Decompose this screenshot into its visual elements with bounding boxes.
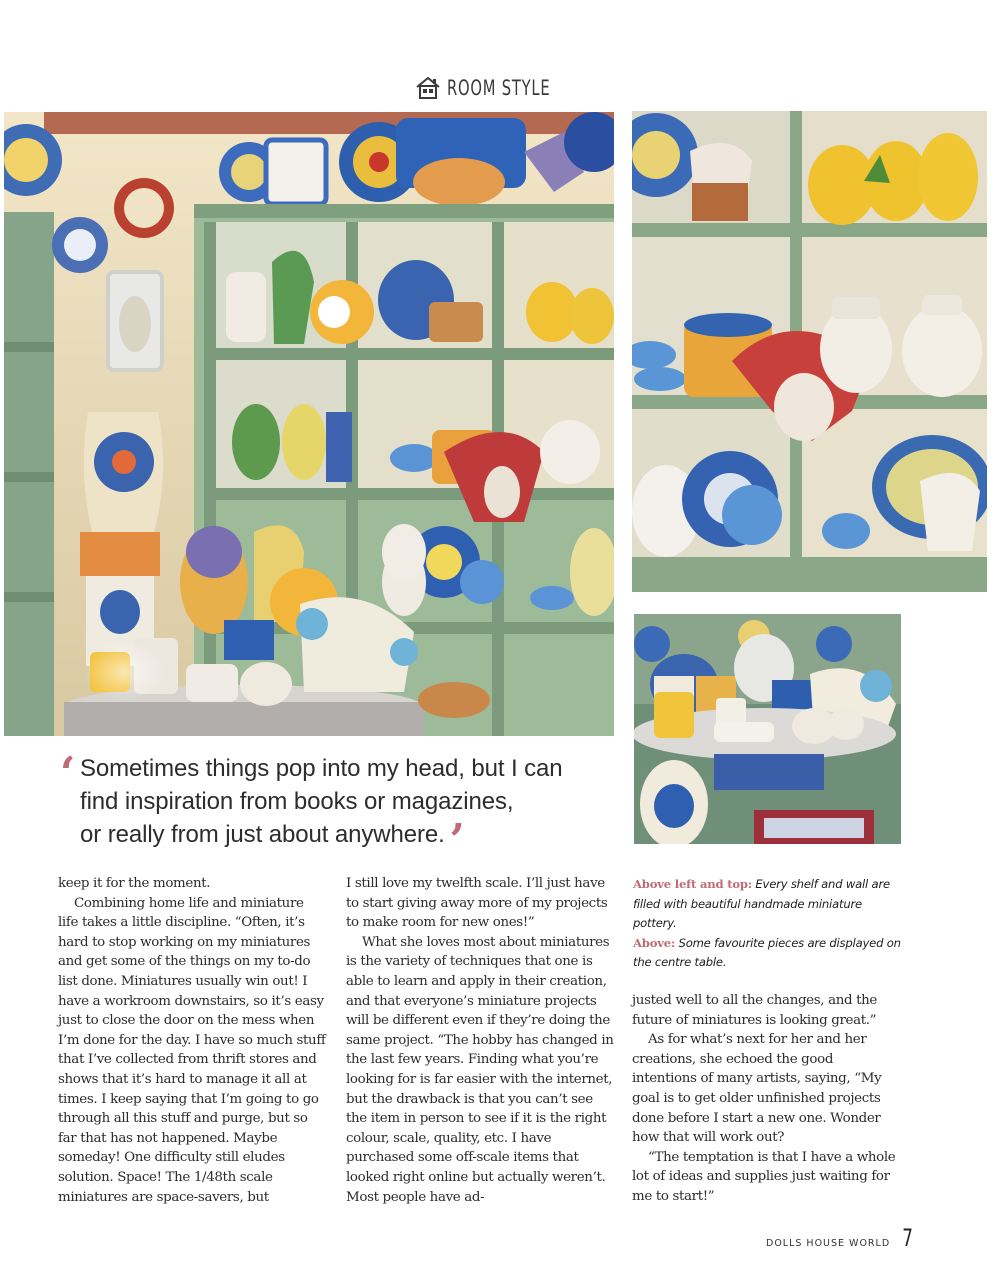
section-title: ROOM STYLE: [447, 76, 551, 100]
caption-label: Above:: [633, 935, 676, 950]
body-column-2: [346, 874, 614, 1207]
close-quote-mark: ’: [449, 815, 465, 866]
page-footer: [766, 1224, 915, 1252]
pull-quote-line-1: Sometimes things pop into my head, but I can: [80, 755, 563, 782]
paragraph: justed well to all the changes, and the future of miniatures is looking great.”: [632, 993, 878, 1028]
paragraph: “The temptation is that I have a whole lot of ideas and supplies just waiting for me to start!”: [632, 1149, 896, 1204]
pull-quote-line-2: find inspiration from books or magazines,: [80, 788, 514, 815]
paragraph: I still love my twelfth scale. I’ll just have to start giving away more of my projects to make room for new ones!”: [346, 876, 608, 931]
open-quote-mark: ‘: [60, 748, 76, 799]
paragraph: Combining home life and miniature life takes a little discipline. “Often, it’s hard to stop working on my miniatures and get some of the things on my to-do list done. Miniatures usually win out! I have a workroom downstairs, so it’s easy just to close the door on the mess when I’m done for the day. I have so much stuff that I’ve collected from thrift stores and shows that it’s hard to manage it all at times. I keep saying that I’m going to go through all this stuff and purge, but so far that has not happened. Maybe someday! One difficulty still eludes solution. Space! The 1/48th scale miniatures are space-savers, but: [58, 895, 326, 1205]
pull-quote: [60, 748, 620, 866]
paragraph: keep it for the moment.: [58, 876, 211, 891]
photo-centre-table: [634, 614, 901, 844]
magazine-name: DOLLS HOUSE WORLD: [766, 1238, 891, 1249]
pull-quote-line-3: or really from just about anywhere.: [80, 821, 445, 848]
house-icon: [415, 76, 441, 100]
caption-text: Every shelf and wall are filled with beautiful handmade miniature pottery.: [633, 877, 890, 931]
caption-text: Some favourite pieces are displayed on the centre table.: [633, 935, 901, 970]
photo-shelf-closeup: [632, 111, 987, 592]
body-column-1: [58, 874, 326, 1207]
section-header: [0, 76, 995, 105]
pull-quote-text: [60, 752, 620, 866]
page-number: 7: [902, 1224, 914, 1252]
paragraph: What she loves most about miniatures is the variety of techniques that one is able to learn and apply in their creation, and that everyone’s miniature projects will be different even if they’re doing the same project. “The hobby has changed in the last few years. Finding what you’re looking for is far easier with the internet, but the drawback is that you can’t see the item in person to see if it is the right colour, scale, quality, etc. I have purchased some off-scale items that looked right online but actually weren’t. Most people have ad-: [346, 934, 614, 1205]
body-column-3: [632, 991, 900, 1207]
paragraph: As for what’s next for her and her creations, she echoed the good intentions of many artists, saying, “My goal is to get older unfinished projects done before I start a new one. Wonder how that will work out?: [632, 1032, 882, 1146]
caption-label: Above left and top:: [633, 877, 752, 891]
photo-caption: [633, 875, 903, 973]
photo-pottery-shelves: [4, 112, 614, 736]
